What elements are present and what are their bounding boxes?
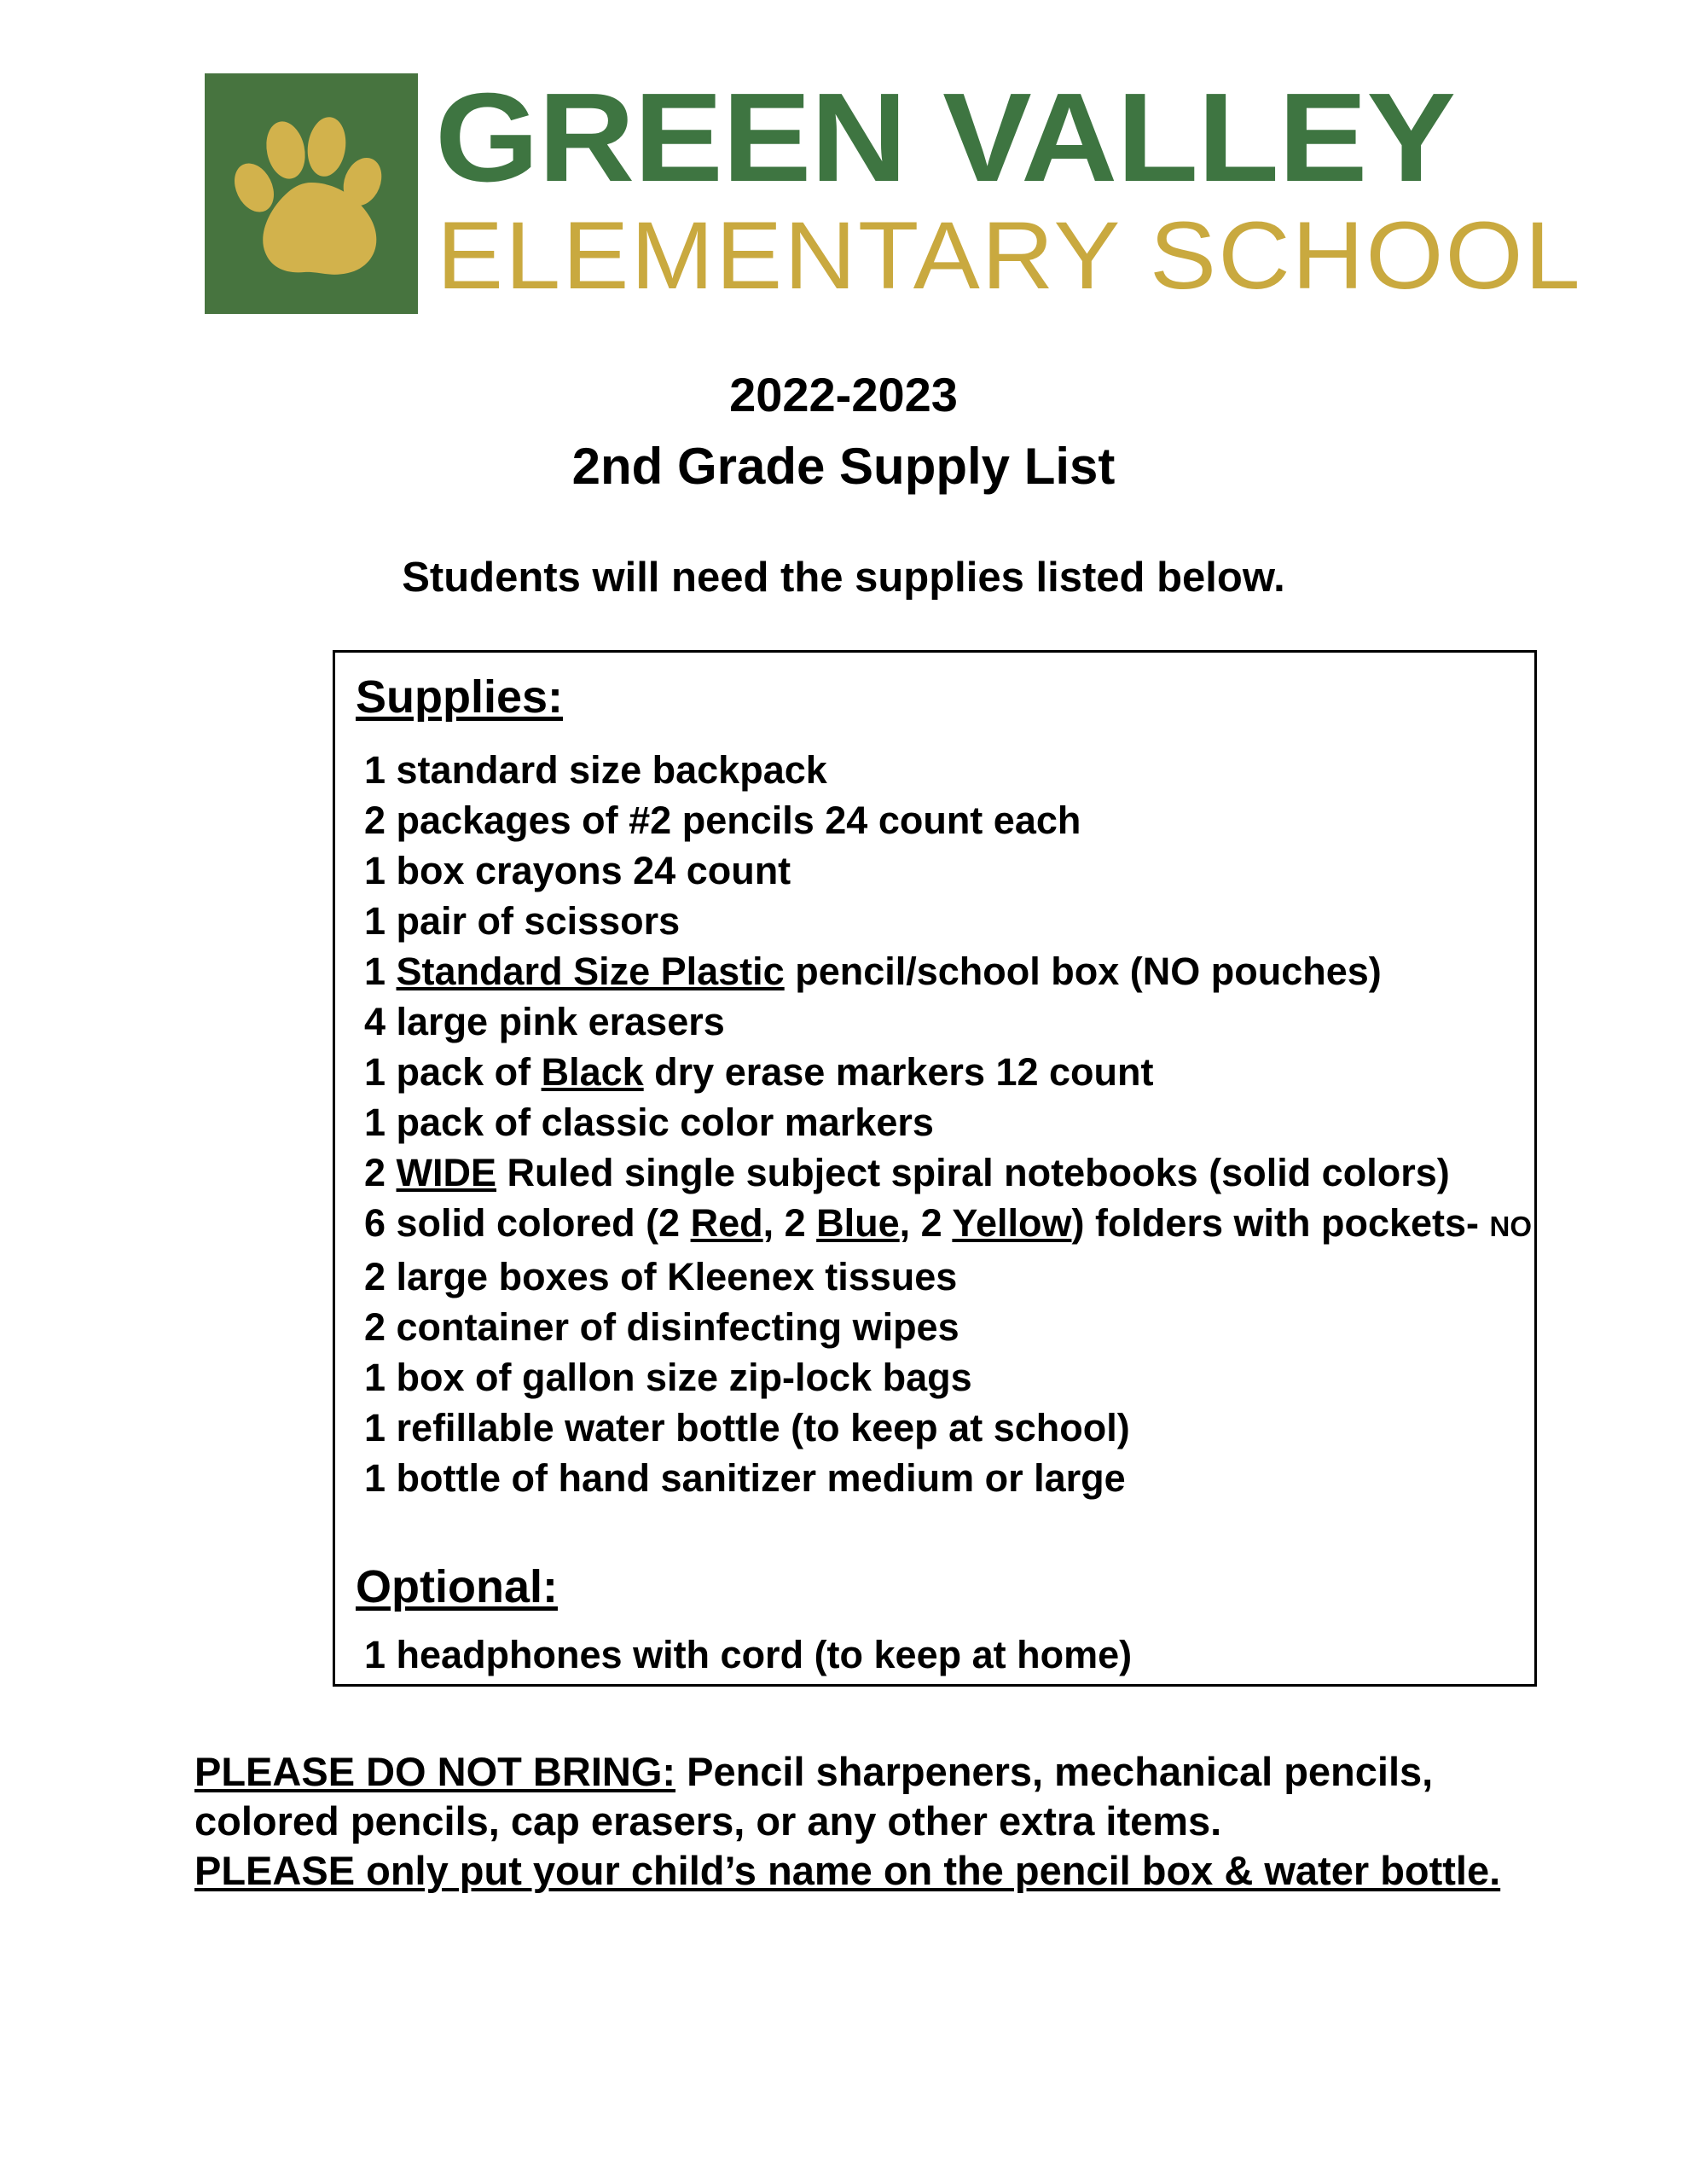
supply-item: 2 container of disinfecting wipes bbox=[364, 1305, 959, 1349]
item-text: 1 bbox=[364, 950, 397, 993]
logo-line-green-valley: GREEN VALLEY bbox=[435, 67, 1455, 208]
page-title: 2nd Grade Supply List bbox=[571, 438, 1116, 495]
item-text: 2 bbox=[364, 1151, 397, 1194]
supply-item bbox=[364, 1198, 1534, 1252]
emphasis-underline: Blue bbox=[816, 1201, 900, 1245]
supply-item bbox=[364, 946, 1534, 996]
optional-item-list bbox=[354, 1629, 1534, 1680]
school-logo bbox=[205, 67, 1582, 314]
logo-line-elementary-school: ELEMENTARY SCHOOL bbox=[437, 202, 1582, 309]
emphasis-underline: Red bbox=[690, 1201, 763, 1245]
emphasis-underline: WIDE bbox=[396, 1151, 497, 1194]
emphasis-underline: Black bbox=[541, 1050, 644, 1094]
item-text: ) folders with pockets- bbox=[1071, 1201, 1490, 1245]
item-text: Ruled single subject spiral notebooks (solid colors) bbox=[496, 1151, 1450, 1194]
school-year: 2022-2023 bbox=[729, 368, 958, 421]
supply-item: 2 packages of #2 pencils 24 count each bbox=[364, 799, 1081, 842]
emphasis-underline: Standard Size Plastic bbox=[396, 950, 785, 993]
paw-print-icon bbox=[205, 73, 418, 314]
supply-item: 4 large pink erasers bbox=[364, 1000, 725, 1043]
small-note: NO bbox=[1489, 1211, 1533, 1242]
supply-item: 1 box of gallon size zip-lock bags bbox=[364, 1356, 972, 1399]
supply-item: 1 headphones with cord (to keep at home) bbox=[364, 1633, 1133, 1676]
supplies-item-list bbox=[354, 745, 1534, 1503]
item-text: 6 solid colored (2 bbox=[364, 1201, 691, 1245]
do-not-bring-line bbox=[194, 1747, 1525, 1797]
supply-item bbox=[364, 1147, 1534, 1198]
item-text: pencil/school box (NO pouches) bbox=[784, 950, 1382, 993]
optional-heading: Optional: bbox=[356, 1561, 558, 1612]
name-items-note: PLEASE only put your child’s name on the pencil box & water bottle. bbox=[194, 1848, 1501, 1893]
supply-item: 1 pair of scissors bbox=[364, 899, 681, 943]
do-not-bring-items-b: colored pencils, cap erasers, or any other extra items. bbox=[194, 1798, 1222, 1844]
do-not-bring-label: PLEASE DO NOT BRING: bbox=[194, 1749, 676, 1794]
supply-item: 2 large boxes of Kleenex tissues bbox=[364, 1255, 958, 1298]
intro-text: Students will need the supplies listed below. bbox=[402, 555, 1285, 601]
footer-notes bbox=[194, 1747, 1525, 1896]
supplies-heading: Supplies: bbox=[356, 671, 564, 723]
supply-item: 1 refillable water bottle (to keep at school) bbox=[364, 1406, 1130, 1449]
supplies-box bbox=[333, 650, 1537, 1687]
item-text: 1 pack of bbox=[364, 1050, 542, 1094]
logo-wordmark bbox=[435, 67, 1582, 314]
supply-item: 1 standard size backpack bbox=[364, 748, 827, 792]
supply-item: 1 bottle of hand sanitizer medium or large bbox=[364, 1456, 1126, 1500]
do-not-bring-items-a: Pencil sharpeners, mechanical pencils, bbox=[675, 1749, 1434, 1794]
item-text: dry erase markers 12 count bbox=[643, 1050, 1154, 1094]
supply-item bbox=[364, 1047, 1534, 1097]
emphasis-underline: Yellow bbox=[952, 1201, 1072, 1245]
item-text: , 2 bbox=[899, 1201, 953, 1245]
supply-item: 1 box crayons 24 count bbox=[364, 849, 791, 892]
item-text: , 2 bbox=[762, 1201, 817, 1245]
supply-item: 1 pack of classic color markers bbox=[364, 1101, 934, 1144]
